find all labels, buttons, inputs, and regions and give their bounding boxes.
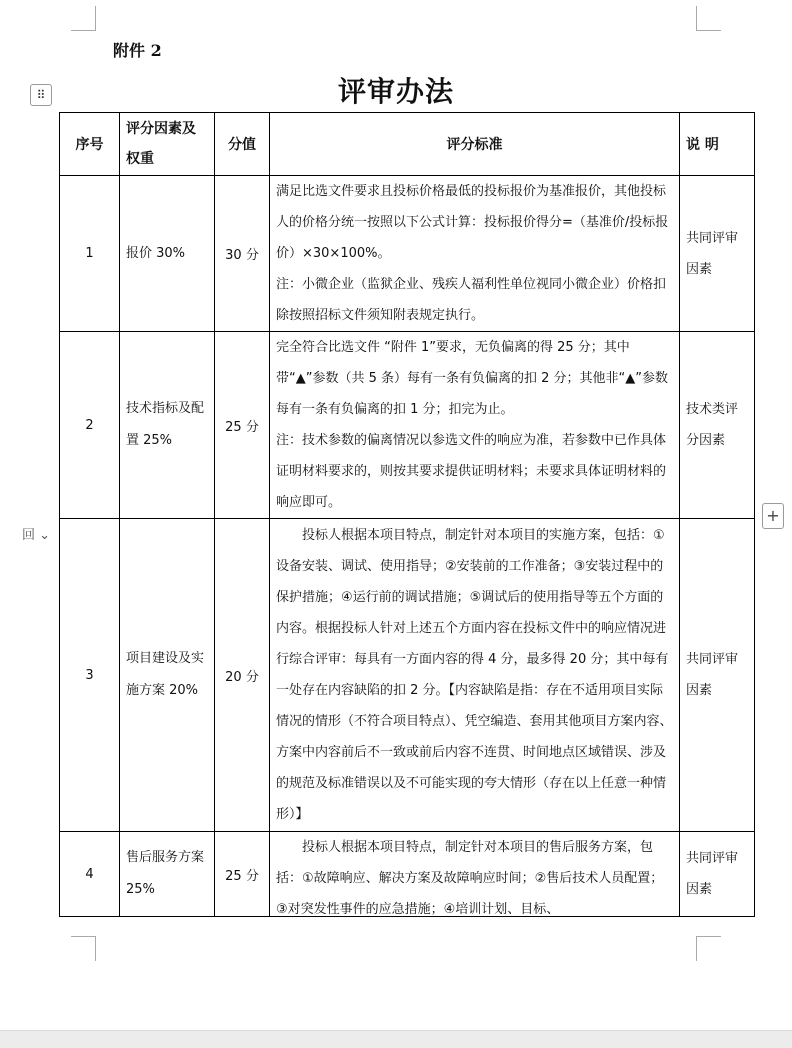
standard-paragraph: 注：小微企业（监狱企业、残疾人福利性单位视同小微企业）价格扣除按照招标文件须知附表规定执行。 <box>276 277 667 323</box>
standard-paragraph: 满足比选文件要求且投标价格最低的投标报价为基准报价，其他投标人的价格分统一按照以下公式计算：投标报价得分=（基准价/投标报价）×30×100%。 <box>276 184 669 261</box>
table-row <box>60 332 755 519</box>
row-standard <box>270 332 680 519</box>
crop-mark-top-left <box>71 6 96 31</box>
header-num: 序号 <box>60 113 120 176</box>
row-num: 3 <box>60 519 120 832</box>
standard-paragraph: 注：技术参数的偏离情况以参选文件的响应为准，若参数中已作具体证明材料要求的，则按其要求提供证明材料；未要求具体证明材料的响应即可。 <box>276 433 667 510</box>
row-score: 25 分 <box>215 832 270 917</box>
row-num: 4 <box>60 832 120 917</box>
row-factor: 售后服务方案 25% <box>120 832 215 917</box>
crop-mark-top-right <box>696 6 721 31</box>
row-note: 共同评审因素 <box>680 519 755 832</box>
header-factor: 评分因素及权重 <box>120 113 215 176</box>
header-note: 说 明 <box>680 113 755 176</box>
row-factor: 项目建设及实施方案 20% <box>120 519 215 832</box>
row-factor: 技术指标及配置 25% <box>120 332 215 519</box>
attachment-label: 附件 2 <box>113 41 162 60</box>
page-title: 评审办法 <box>337 75 454 108</box>
header-standard: 评分标准 <box>270 113 680 176</box>
bottom-scroll-area <box>0 1030 792 1048</box>
row-score: 20 分 <box>215 519 270 832</box>
row-num: 1 <box>60 176 120 332</box>
table-move-handle-icon[interactable]: ⠿ <box>30 84 52 106</box>
table-header-row <box>60 113 755 176</box>
table-row <box>60 176 755 332</box>
evaluation-table <box>59 112 755 917</box>
table-row <box>60 519 755 832</box>
row-standard <box>270 519 680 832</box>
standard-paragraph: 完全符合比选文件 “附件 1”要求，无负偏离的得 25 分；其中带“▲”参数（共 5 条）每有一条有负偏离的扣 2 分；其他非“▲”参数每有一条有负偏离的扣 1 分；扣完为止。 <box>276 340 669 417</box>
standard-paragraph: 投标人根据本项目特点，制定针对本项目的实施方案，包括：①设备安装、调试、使用指导；②安装前的工作准备；③安装过程中的保护措施；④运行前的调试措施；⑤调试后的使用指导等五个方面的内容。根据投标人针对上述五个方面内容在投标文件中的响应情况进行综合评审：每具有一方面内容的得 4 分，最多得 20 分；其中每有一处存在内容缺陷的扣 2 分。【内容缺陷是指：存在不适用项目实际情况的情形（不符合项目特点）、凭空编造、套用其他项目方案内容、方案中内容前后不一致或前后内容不连贯、时间地点区域错误、涉及的规范及标准错误以及不可能实现的夸大情形（存在以上任意一种情形）】 <box>276 528 673 822</box>
add-column-button[interactable]: + <box>762 503 784 529</box>
crop-mark-bottom-left <box>71 936 96 961</box>
row-standard <box>270 832 680 917</box>
row-note: 技术类评分因素 <box>680 332 755 519</box>
row-score: 25 分 <box>215 332 270 519</box>
row-note: 共同评审因素 <box>680 176 755 332</box>
row-factor: 报价 30% <box>120 176 215 332</box>
header-score: 分值 <box>215 113 270 176</box>
row-insert-control-icon[interactable]: 回 ⌄ <box>22 528 51 543</box>
crop-mark-bottom-right <box>696 936 721 961</box>
standard-paragraph: 投标人根据本项目特点，制定针对本项目的售后服务方案，包括：①故障响应、解决方案及故障响应时间；②售后技术人员配置；③对突发性事件的应急措施；④培训计划、目标、 <box>276 840 664 916</box>
row-score: 30 分 <box>215 176 270 332</box>
table-row <box>60 832 755 917</box>
row-standard <box>270 176 680 332</box>
row-num: 2 <box>60 332 120 519</box>
row-note: 共同评审因素 <box>680 832 755 917</box>
